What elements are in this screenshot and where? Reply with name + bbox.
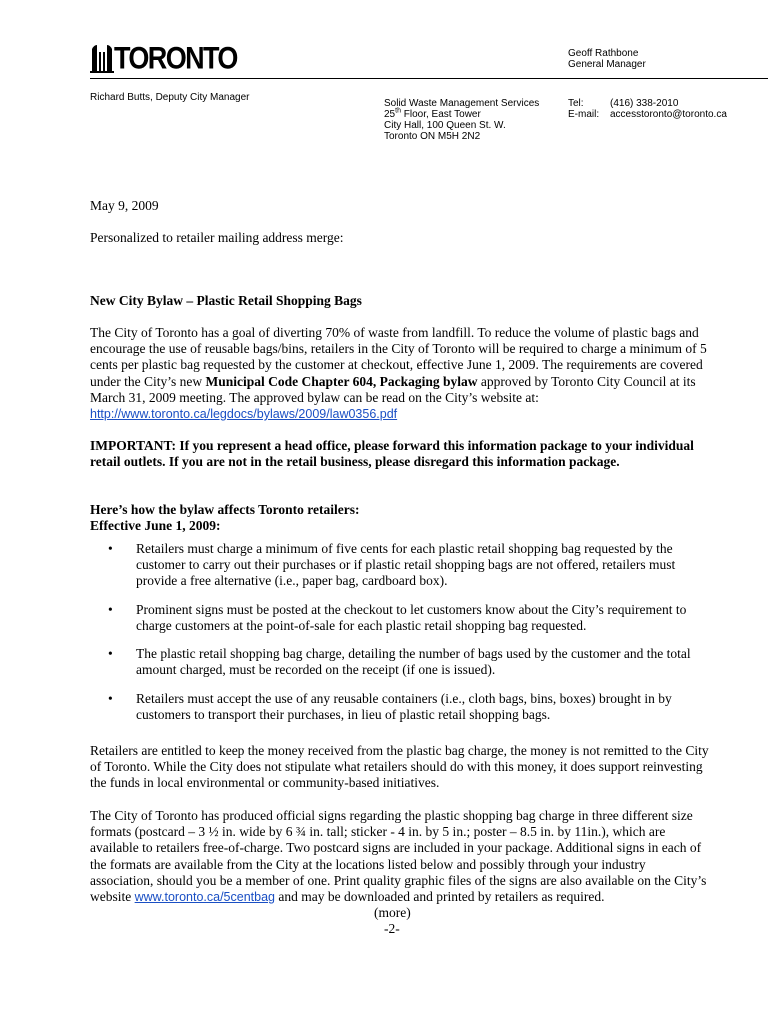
email-label: E-mail: xyxy=(568,109,600,120)
subject-heading: New City Bylaw – Plastic Retail Shopping Bags xyxy=(90,293,362,308)
address-street: City Hall, 100 Queen St. W. xyxy=(384,120,506,131)
signs-link[interactable]: www.toronto.ca/5centbag xyxy=(134,890,275,905)
header-rule xyxy=(90,78,768,79)
page-number: -2- xyxy=(384,921,400,936)
toronto-logo xyxy=(90,40,237,76)
contact-block xyxy=(568,98,727,120)
more-indicator: (more) xyxy=(374,905,411,920)
effective-date: Effective June 1, 2009: xyxy=(90,518,221,534)
address-city: Toronto ON M5H 2N2 xyxy=(384,131,481,142)
department: Solid Waste Management Services xyxy=(384,98,540,109)
deputy-name: Richard Butts, Deputy City Manager xyxy=(90,92,250,103)
tel-label: Tel: xyxy=(568,98,584,109)
manager-block xyxy=(568,48,646,70)
money-paragraph: Retailers are entitled to keep the money received from the plastic bag charge, the money is not remitted to the City of Toronto. While the City does not stipulate what retailers should do with this money, it does support reinvesting the funds in local environmental or community-based initiatives. xyxy=(90,743,709,791)
manager-title: General Manager xyxy=(568,59,646,70)
city-hall-icon xyxy=(90,43,114,73)
salutation: Personalized to retailer mailing address merge: xyxy=(90,230,344,245)
bullet-dot-icon: • xyxy=(108,646,113,661)
address-floor: 25th Floor, East Tower xyxy=(384,107,481,120)
important-notice: IMPORTANT: If you represent a head office, please forward this information package to your individual retail outlets. If you are not in the retail business, please disregard this information package. xyxy=(90,438,694,470)
address-block xyxy=(384,98,539,142)
email-value: accesstoronto@toronto.ca xyxy=(610,109,727,120)
intro-paragraph: The City of Toronto has a goal of diverting 70% of waste from landfill. To reduce the volume of plastic bags and encourage the use of reusable bags/bins, retailers in the City of Toronto will be required to charge a minimum of 5 cents per plastic bag requested by the customer at checkout, effective June 1, 2009. The requirements are covered under the City’s new Municipal Code Chapter 604, Packaging bylaw approved by Toronto City Council at its March 31, 2009 meeting. The approved bylaw can be read on the City’s website at: http://www.toronto.ca/legdocs/bylaws/2009/law0356.pdf xyxy=(90,325,707,422)
email-row xyxy=(568,109,727,120)
logo-wordmark: TORONTO xyxy=(114,41,237,76)
bullet-dot-icon: • xyxy=(108,602,113,617)
tel-value: (416) 338-2010 xyxy=(610,98,679,109)
signs-paragraph: The City of Toronto has produced official signs regarding the plastic shopping bag charge in three different size formats (postcard – 3 ½ in. wide by 6 ¾ in. tall; sticker - 4 in. by 5 in.; poster – 8.5 in. by 11in.), which are available to retailers free-of-charge. Two postcard signs are included in your package. Additional signs in each of the formats are available from the City at the locations listed below and possibly through your industry association, should you be a member of one. Print quality graphic files of the signs are also available on the City’s website www.toronto.ca/5centbag and may be downloaded and printed by retailers as required. xyxy=(90,808,707,905)
bylaw-name: Municipal Code Chapter 604, Packaging bylaw xyxy=(205,373,478,389)
tel-row xyxy=(568,98,727,109)
bullet-dot-icon: • xyxy=(108,541,113,556)
bullet-dot-icon: • xyxy=(108,691,113,706)
letter-date: May 9, 2009 xyxy=(90,198,159,213)
how-heading: Here’s how the bylaw affects Toronto retailers: Effective June 1, 2009: xyxy=(90,502,710,534)
bylaw-link[interactable]: http://www.toronto.ca/legdocs/bylaws/2009/law0356.pdf xyxy=(90,407,398,422)
manager-name: Geoff Rathbone xyxy=(568,48,639,59)
